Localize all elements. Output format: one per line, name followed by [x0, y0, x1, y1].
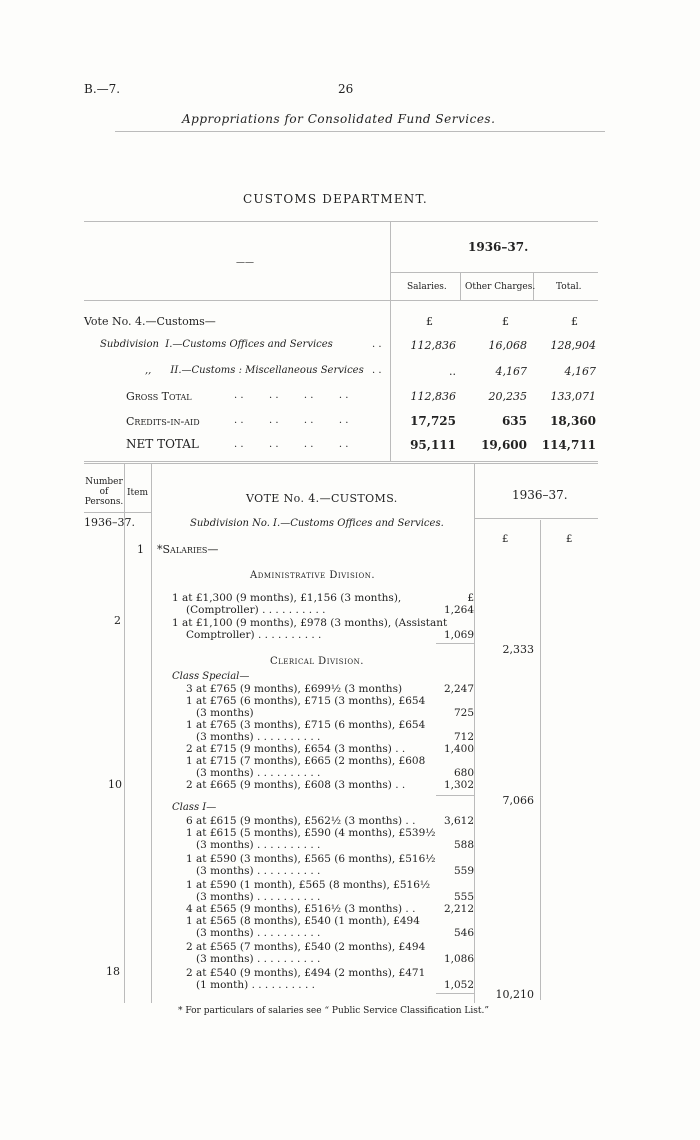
admin-line: (Comptroller) . . . . . . . . . . — [186, 604, 326, 616]
currency-total: £ — [571, 315, 578, 328]
class-one-line: (3 months) . . . . . . . . . . — [196, 865, 321, 877]
class-one-line: 1 at £615 (5 months), £590 (4 months), £539½ — [186, 827, 436, 839]
summary-dash: —— — [236, 258, 254, 268]
class-one-total: 10,210 — [495, 988, 534, 1001]
admin-amount: 1,069 — [443, 629, 474, 641]
class-one-heading: Class I— — [172, 802, 217, 813]
summary-year: 1936–37. — [468, 240, 529, 254]
col-persons-header: Number of Persons. — [84, 477, 124, 507]
special-amount: 712 — [453, 731, 474, 743]
class-one-line: (3 months) . . . . . . . . . . — [196, 891, 321, 903]
class-one-amount: 559 — [453, 865, 474, 877]
detail-year: 1936–37. — [512, 488, 568, 502]
row-label: Gross Total — [126, 390, 192, 403]
row-total: 4,167 — [564, 365, 596, 378]
class-one-line: (1 month) . . . . . . . . . . — [196, 979, 315, 991]
class-one-line: 2 at £540 (9 months), £494 (2 months), £471 — [186, 967, 426, 979]
row-salaries: 17,725 — [410, 414, 456, 428]
admin-line: 1 at £1,100 (9 months), £978 (3 months), (Assistant — [172, 617, 448, 629]
class-one-line: 6 at £615 (9 months), £562½ (3 months) . . — [186, 815, 416, 827]
row-total: 18,360 — [550, 414, 596, 428]
row-other: 635 — [501, 414, 527, 428]
currency-col2: £ — [566, 534, 573, 545]
vote-label: Vote No. 4.—Customs— — [84, 315, 216, 328]
special-line: (3 months) . . . . . . . . . . — [196, 731, 321, 743]
special-amount: 2,247 — [443, 683, 474, 695]
row-label: ,, II.—Customs : Miscellaneous Services — [145, 365, 364, 376]
department-title: CUSTOMS DEPARTMENT. — [243, 192, 428, 206]
report-reference: B.—7. — [84, 82, 121, 96]
col-total: Total. — [556, 282, 582, 292]
admin-division-heading: Administrative Division. — [250, 570, 376, 581]
class-one-amount: 3,612 — [443, 815, 474, 827]
row-total: 133,071 — [550, 390, 596, 403]
row-salaries: 112,836 — [410, 390, 456, 403]
detail-vote-title: VOTE No. 4.—CUSTOMS. — [246, 492, 398, 505]
row-salaries: 95,111 — [410, 438, 456, 452]
class-special-heading: Class Special— — [172, 671, 250, 682]
row-other: 19,600 — [481, 438, 527, 452]
admin-amount: £ — [467, 592, 474, 604]
class-one-line: 1 at £590 (3 months), £565 (6 months), £516½ — [186, 853, 436, 865]
special-line: 2 at £715 (9 months), £654 (3 months) . . — [186, 743, 406, 755]
item-number: 1 — [137, 543, 144, 556]
col-item-header: Item — [127, 488, 149, 498]
admin-persons: 2 — [114, 614, 121, 627]
special-line: (3 months) — [196, 707, 254, 719]
class-one-line: (3 months) . . . . . . . . . . — [196, 953, 321, 965]
currency-col1: £ — [502, 534, 509, 545]
col-other-charges: Other Charges. — [465, 282, 536, 292]
special-line: 1 at £765 (3 months), £715 (6 months), £654 — [186, 719, 426, 731]
row-salaries: .. — [449, 365, 456, 378]
class-one-amount: 588 — [453, 839, 474, 851]
special-persons: 10 — [108, 778, 122, 791]
class-one-amount: 2,212 — [443, 903, 474, 915]
footnote: * For particulars of salaries see “ Public Service Classification List.” — [178, 1006, 489, 1016]
clerical-division-heading: Clerical Division. — [270, 656, 364, 667]
currency-other: £ — [502, 315, 509, 328]
header-rule — [115, 131, 605, 132]
admin-total: 2,333 — [502, 643, 534, 656]
row-other: 4,167 — [495, 365, 527, 378]
special-line: (3 months) . . . . . . . . . . — [196, 767, 321, 779]
row-total: 128,904 — [550, 339, 596, 352]
class-one-line: 2 at £565 (7 months), £540 (2 months), £494 — [186, 941, 426, 953]
subdivision-title: Subdivision No. I.—Customs Offices and Services. — [190, 518, 444, 529]
special-amount: 725 — [453, 707, 474, 719]
row-total: 114,711 — [541, 438, 596, 452]
special-line: 2 at £665 (9 months), £608 (3 months) . . — [186, 779, 406, 791]
admin-line: 1 at £1,300 (9 months), £1,156 (3 months), — [172, 592, 402, 604]
special-amount: 1,400 — [443, 743, 474, 755]
row-other: 20,235 — [488, 390, 527, 403]
class-one-persons: 18 — [106, 965, 120, 978]
salaries-heading: *Salaries— — [157, 543, 219, 556]
class-one-line: 1 at £590 (1 month), £565 (8 months), £516½ — [186, 879, 431, 891]
special-amount: 1,302 — [443, 779, 474, 791]
currency-salaries: £ — [426, 315, 433, 328]
class-one-amount: 555 — [453, 891, 474, 903]
row-label: Credits-in-aid — [126, 415, 200, 428]
row-label: NET TOTAL — [126, 437, 199, 451]
special-line: 1 at £765 (6 months), £715 (3 months), £654 — [186, 695, 426, 707]
col-salaries: Salaries. — [407, 282, 447, 292]
admin-amount: 1,264 — [443, 604, 474, 616]
class-one-amount: 1,052 — [443, 979, 474, 991]
class-one-line: (3 months) . . . . . . . . . . — [196, 927, 321, 939]
class-one-amount: 546 — [453, 927, 474, 939]
class-one-amount: 1,086 — [443, 953, 474, 965]
special-line: 1 at £715 (7 months), £665 (2 months), £608 — [186, 755, 426, 767]
row-other: 16,068 — [488, 339, 527, 352]
row-label: Subdivision I.—Customs Offices and Services — [100, 339, 333, 350]
class-one-line: 4 at £565 (9 months), £516½ (3 months) . . — [186, 903, 416, 915]
row-salaries: 112,836 — [410, 339, 456, 352]
special-total: 7,066 — [502, 794, 534, 807]
special-line: 3 at £765 (9 months), £699½ (3 months) — [186, 683, 403, 695]
page-subtitle: Appropriations for Consolidated Fund Services. — [182, 112, 496, 126]
persons-year: 1936–37. — [84, 516, 135, 529]
special-amount: 680 — [453, 767, 474, 779]
page-number: 26 — [338, 82, 354, 96]
admin-line: Comptroller) . . . . . . . . . . — [186, 629, 322, 641]
class-one-line: 1 at £565 (8 months), £540 (1 month), £494 — [186, 915, 420, 927]
class-one-line: (3 months) . . . . . . . . . . — [196, 839, 321, 851]
